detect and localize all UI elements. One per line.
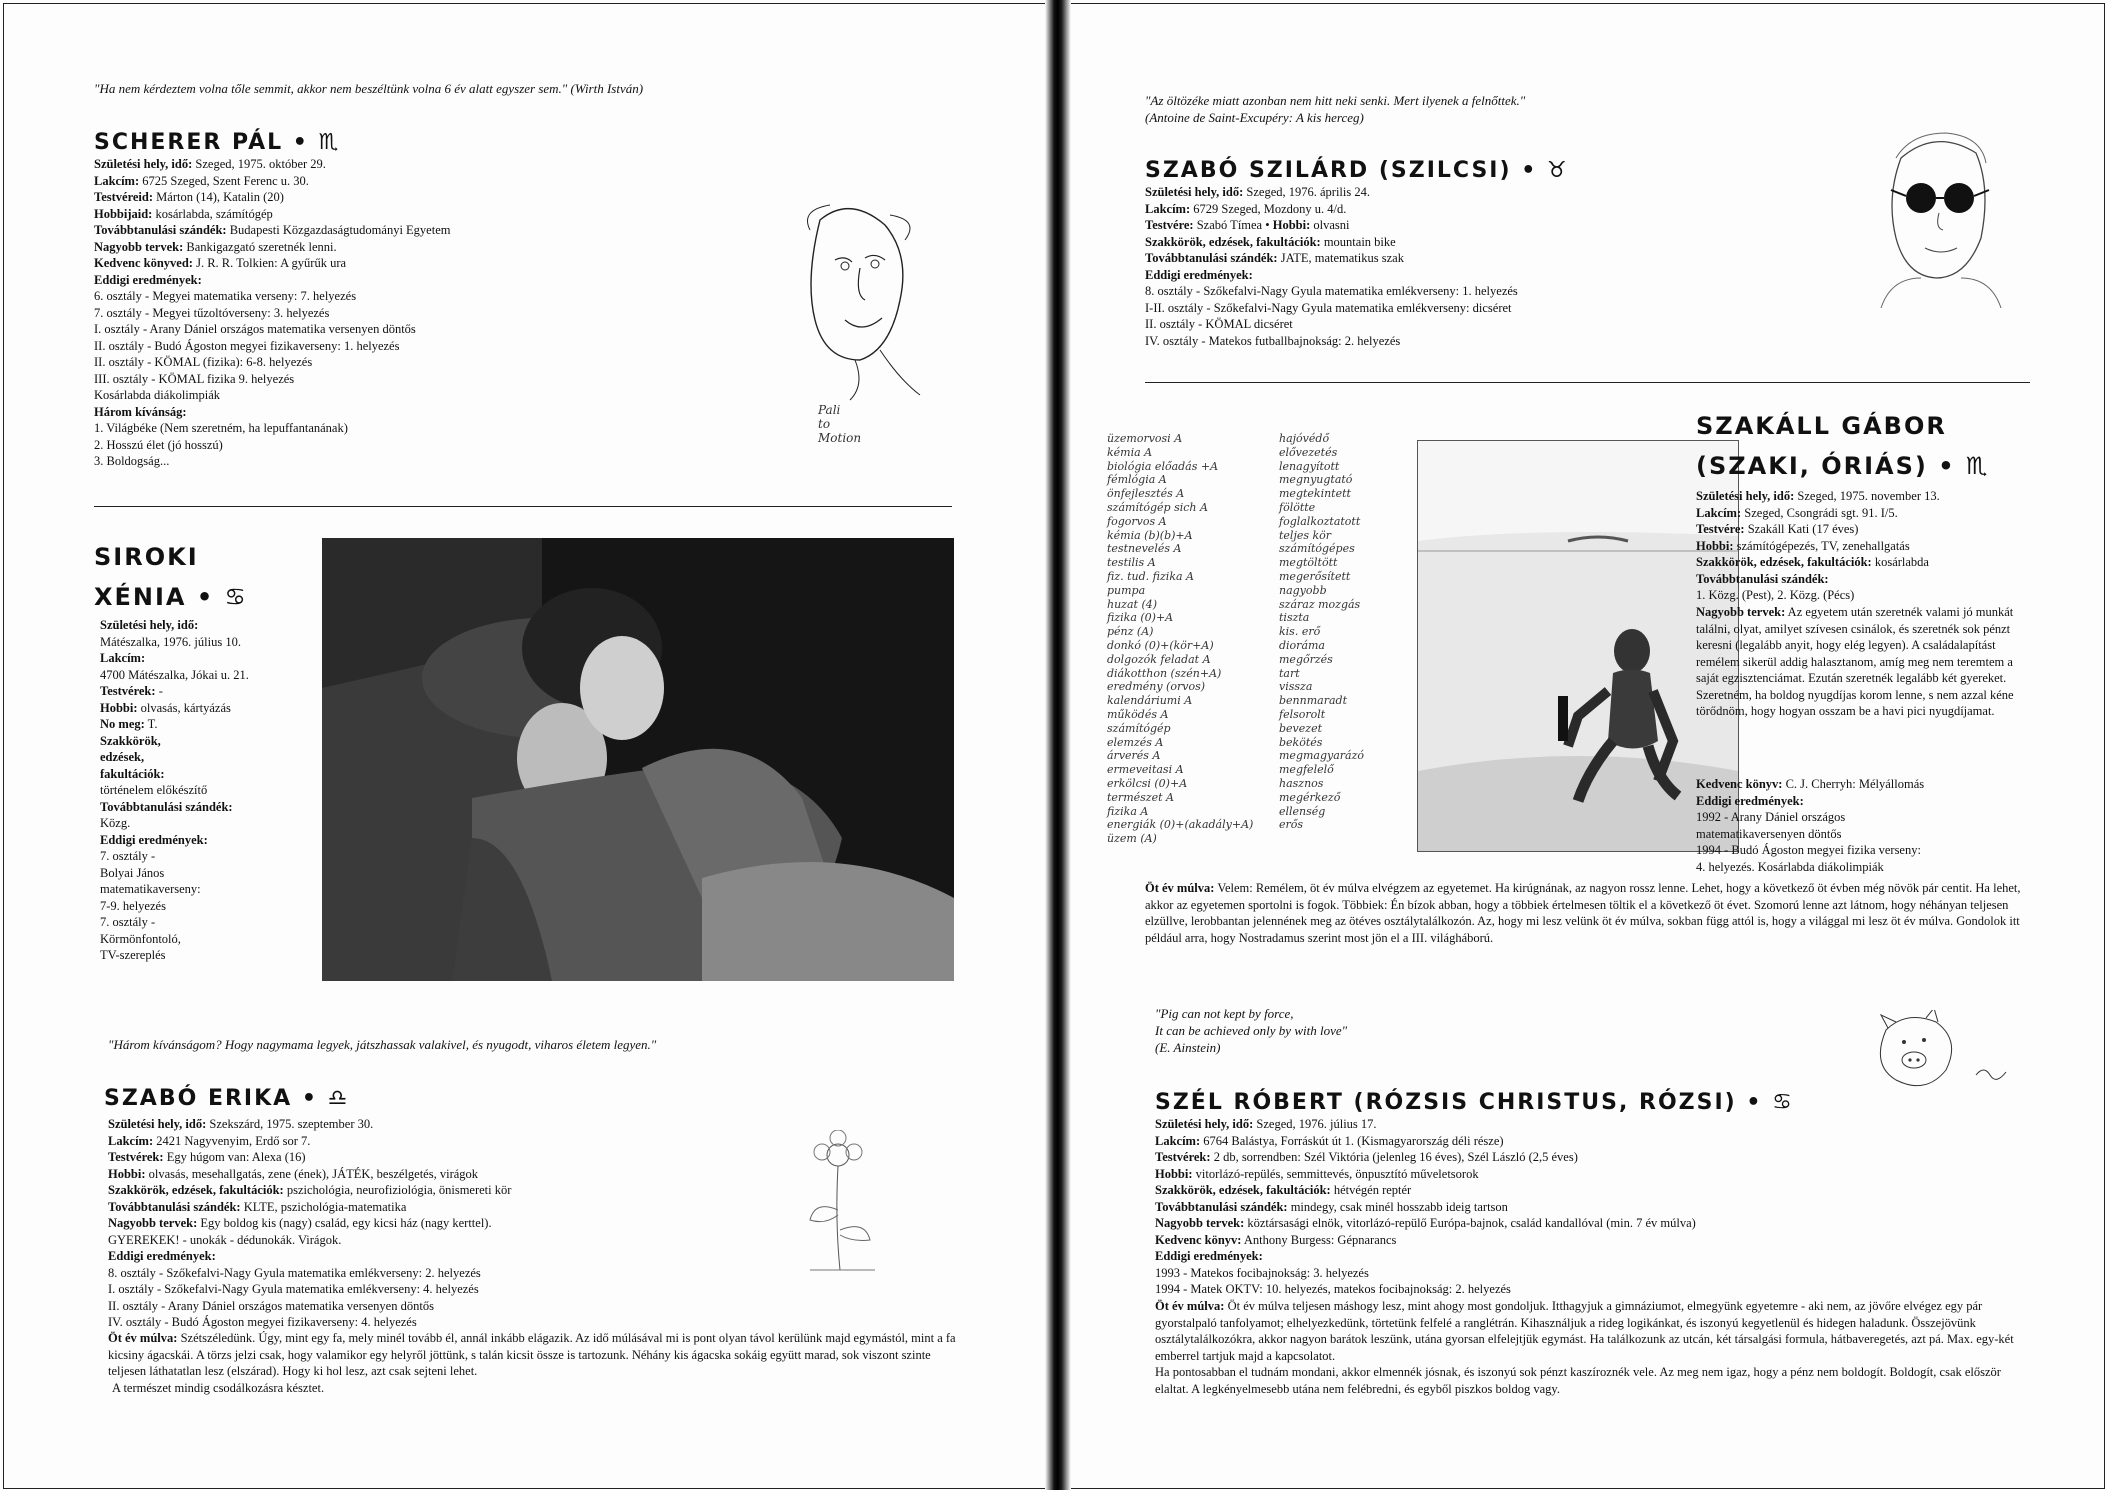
handwritten-line: fizika A (1107, 804, 1149, 818)
info-row (100, 749, 310, 766)
handwritten-line: megtekintett (1279, 487, 1351, 501)
info-value: 1992 - Arany Dániel országos (1696, 810, 1846, 824)
handwritten-line: dioráma (1279, 638, 1325, 652)
info-value: 4. helyezés. Kosárlabda diákolimpiák (1696, 859, 1884, 874)
info-key: Továbbtanulási szándék: (100, 799, 233, 814)
info-row (100, 683, 310, 700)
info-value: 1994 - Matek OKTV: 10. helyezés, matekos focibajnokság: 2. helyezés (1155, 1282, 1511, 1296)
info-value: Budapesti Közgazdaságtudományi Egyetem (226, 223, 451, 237)
info-key: Eddigi eredmények: (1696, 793, 1804, 808)
info-value: kosárlabda, számítógép (152, 206, 273, 221)
info-value: 6764 Balástya, Forráskút út 1. (Kismagyarország déli része) (1200, 1133, 1504, 1148)
left-page (0, 0, 1045, 1490)
handwritten-line: számítógép (1107, 721, 1171, 735)
szakall-info2 (1696, 776, 2031, 875)
info-row (108, 1133, 868, 1150)
info-row (94, 404, 774, 421)
handwritten-line: fizika (0)+A (1107, 611, 1174, 625)
info-row (94, 338, 774, 355)
info-row (100, 650, 310, 667)
info-key: Testvére: (1696, 522, 1745, 536)
handwritten-line: pumpa (1107, 583, 1146, 597)
info-row (100, 848, 310, 865)
szabo-erika-otev (108, 1330, 958, 1396)
info-value: olvasás, mesehallgatás, zene (ének), JÁTÉK, beszélgetés, virágok (145, 1166, 479, 1181)
info-key: Szakkörök, (100, 733, 161, 748)
info-row (94, 305, 774, 322)
info-value: 1. Közg. (Pest), 2. Közg. (Pécs) (1696, 588, 1855, 602)
info-key: Születési hely, idő: (108, 1117, 207, 1131)
handwritten-line: tiszta (1279, 611, 1310, 625)
flower-sketch (780, 1130, 890, 1280)
info-value: I. osztály - Arany Dániel országos matematika versenyen döntős (94, 322, 416, 336)
handwritten-line: hasznos (1279, 776, 1324, 790)
info-row (94, 173, 774, 190)
handwritten-line: működés A (1107, 707, 1169, 721)
otev-label: Öt év múlva: (108, 1331, 178, 1345)
info-key: Továbbtanulási szándék: (1696, 571, 1829, 586)
quote-kis-herceg: "Az öltözéke miatt azonban nem hitt neki senki. Mert ilyenek a felnőttek." (Antoine de Saint-Excupéry: A kis herceg) (1145, 93, 1526, 125)
handwritten-line: diákotthon (szén+A) (1107, 666, 1222, 680)
info-key: Három kívánság: (94, 404, 187, 419)
handwritten-line: kémia A (1107, 445, 1153, 459)
info-key: Hobbijaid: (94, 206, 153, 221)
info-value: Közg. (100, 816, 131, 830)
handwritten-line: természet A (1107, 790, 1174, 804)
info-value: Szakáll Kati (17 éves) (1744, 522, 1859, 536)
info-key: Kedvenc könyved: (94, 256, 193, 270)
info-row (94, 255, 774, 272)
info-value: mindegy, csak minél hosszabb ideig tartson (1287, 1199, 1508, 1214)
handwritten-line: bennmaradt (1279, 694, 1347, 708)
otev-label: Öt év múlva: (1145, 881, 1215, 895)
info-key: Születési hely, idő: (1155, 1117, 1254, 1131)
info-row (108, 1232, 868, 1249)
sketch-signature: Pali to Motion (818, 403, 862, 445)
info-value: 3. Boldogság... (94, 454, 170, 468)
szel-info (1155, 1116, 2015, 1298)
handwritten-line: száraz mozgás (1279, 597, 1361, 611)
info-value: matematikaversenyen döntős (1696, 826, 1842, 841)
info-key: Lakcím: (94, 173, 140, 188)
info-row (94, 222, 774, 239)
info-value: KLTE, pszichológia-matematika (240, 1199, 407, 1214)
info-row: II. osztály - KÖMAL dicséret (1145, 317, 1293, 331)
info-row (100, 931, 310, 948)
scherer-name: SCHERER PÁL • ♏ (94, 130, 341, 155)
book-gutter (1045, 0, 1071, 1490)
handwritten-line: megérkező (1279, 790, 1341, 804)
handwritten-line: elővezetés (1279, 445, 1338, 459)
info-value: II. osztály - Arany Dániel országos matematika versenyen döntős (108, 1298, 434, 1313)
info-row (94, 288, 774, 305)
tervek-text: Az egyetem után szeretnék valami jó munkát találni, olyat, amilyet szívesen csinálok, és szeretnék sok pénzt keresni (legalább anyit, hogy elég legyen). A családalapítást remélem sikerül addig halasztanom, amíg meg nem teremtem a saját egzisztenciámat. Ezután szeretnék legalább két gyereket. Szeretném, ha boldog nyugdíjas korom lenne, s nem azzal kéne törődnöm, hogy hogyan osszam be a havi pici nyugdíjamat. (1696, 605, 2014, 718)
info-value: 1994 - Budó Ágoston megyei fizika verseny: (1696, 843, 1921, 857)
info-key: Szakkörök, edzések, fakultációk: (108, 1183, 284, 1197)
info-value: Egy húgom van: Alexa (16) (163, 1150, 306, 1164)
szabo-szilard-name: SZABÓ SZILÁRD (SZILCSI) • ♉ (1145, 158, 1569, 183)
info-key: Testvérek: (108, 1150, 164, 1164)
info-row: Továbbtanulási szándék: JATE, matematikus szak (1145, 251, 1404, 265)
handwritten-line: dolgozók feladat A (1107, 652, 1211, 666)
info-row (108, 1149, 868, 1166)
info-row (94, 437, 774, 454)
quote-wirth: "Ha nem kérdeztem volna tőle semmit, akkor nem beszéltünk volna 6 év alatt egyszer sem." (Wirth István) (94, 81, 644, 96)
info-key: Hobbi: (1696, 538, 1734, 553)
info-row (1696, 571, 2031, 588)
handwritten-line: kis. erő (1279, 625, 1321, 639)
info-row (100, 634, 310, 651)
otev-last: A természet mindig csodálkozásra késztet. (112, 1380, 325, 1395)
info-row (108, 1116, 868, 1133)
szel-name: SZÉL RÓBERT (RÓZSIS CHRISTUS, RÓZSI) • ♋ (1155, 1090, 1794, 1115)
otev-text: Velem: Remélem, öt év múlva elvégzem az egyetemet. Ha kirúgnának, az nagyon rossz lenne. Lehet, hogy a következő öt évben még növök pár centit. Ha lehet, akkor az egyetemen sportolni is fogok. Többiek: Én bízok abban, hogy a többiek értelmesen töltik el a következő öt évet. Szomorú lenne azt látnom, hogy néhányan teljesen elzüllve, lerobbantan jelennének meg az ötéves osztálytalálkozón. Az, hogy mi lesz velünk öt év múlva, sokban függ attól is, hogy a világgal mi lesz öt év múlva. Gondolok itt például arra, hogy Nostradamus szerint most jön el a III. világháború. (1145, 881, 2021, 945)
info-key: Testvéreid: (94, 190, 154, 204)
info-value: Bolyai János (100, 865, 165, 880)
info-row (1696, 587, 2031, 604)
otev-text: Szétszéledünk. Úgy, mint egy fa, mely minél tovább él, annál inkább elágazik. Az idő múlásával mi is pont olyan távol kerülünk majd egymástól, mint a fa kicsiny ágacskái. A törzs jelzi csak, hogy valamikor egy helyről jöttünk, s talán kicsit össze is tartozunk. Néhány kis ágacska sokáig együtt marad, sok viszont szinte teljesen láthatatlan lesz (elszárad). Hogy ki hol lesz, azt csak sejteni lehet. (108, 1331, 956, 1378)
info-value: Kosárlabda diákolimpiák (94, 388, 221, 402)
info-row (108, 1248, 868, 1265)
info-row (94, 453, 774, 470)
info-row: I-II. osztály - Szőkefalvi-Nagy Gyula matematika emlékverseny: dicséret (1145, 300, 1512, 315)
handwritten-line: testilis A (1107, 556, 1156, 570)
info-key: Továbbtanulási szándék: (1155, 1199, 1288, 1214)
info-value: I. osztály - Szőkefalvi-Nagy Gyula matematika emlékverseny: 4. helyezés (108, 1282, 479, 1296)
info-value: Körmönfontoló, (100, 931, 181, 946)
info-value: 7. osztály - (100, 915, 156, 929)
info-row (1696, 826, 2031, 843)
handwritten-line: megmagyarázó (1279, 749, 1365, 763)
handwritten-line: bekötés (1279, 735, 1323, 749)
info-row (1155, 1215, 2015, 1232)
info-value: 2421 Nagyvenyim, Erdő sor 7. (153, 1133, 311, 1148)
handwritten-line: elemzés A (1107, 735, 1164, 749)
info-row (1155, 1133, 2015, 1150)
divider (94, 506, 952, 507)
info-key: Testvérek: (1155, 1150, 1211, 1164)
info-value: matematikaverseny: (100, 882, 201, 896)
handwritten-line: kémia (b)(b)+A (1107, 528, 1193, 542)
info-row (108, 1199, 868, 1216)
handwritten-line: nagyobb (1279, 583, 1327, 597)
info-key: edzések, (100, 750, 145, 764)
divider (1145, 382, 2030, 383)
info-key: Születési hely, idő: (94, 157, 193, 171)
info-value: vitorlázó-repülés, semmittevés, önpusztító műveletsorok (1192, 1166, 1479, 1181)
info-value: Szeged, 1975. november 13. (1794, 489, 1940, 503)
handwritten-line: kalendáriumi A (1107, 694, 1193, 708)
info-row (100, 815, 310, 832)
szakall-otev (1145, 880, 2035, 946)
handwritten-line: pénz (A) (1107, 625, 1154, 639)
info-row (108, 1215, 868, 1232)
info-row (1155, 1149, 2015, 1166)
info-row (100, 881, 310, 898)
info-row: Lakcím: 6729 Szeged, Mozdony u. 4/d. (1145, 201, 1347, 216)
info-value: Anthony Burgess: Gépnarancs (1241, 1232, 1397, 1247)
quote-wishes: "Három kívánságom? Hogy nagymama legyek, játszhassak valakivel, és nyugodt, viharos életem legyen." (108, 1037, 657, 1052)
info-key: Hobbi: (100, 700, 138, 715)
info-value: kosárlabda (1871, 555, 1929, 569)
info-row (100, 667, 310, 684)
handwritten-line: tart (1279, 666, 1300, 680)
info-value: Egy boldog kis (nagy) család, egy kicsi ház (nagy kerttel). (197, 1216, 492, 1230)
info-row: Szakkörök, edzések, fakultációk: mountain bike (1145, 234, 1396, 249)
info-row (1696, 859, 2031, 876)
info-row (100, 799, 310, 816)
info-row (94, 420, 774, 437)
info-key: Továbbtanulási szándék: (94, 223, 227, 237)
info-value: Márton (14), Katalin (20) (153, 190, 284, 204)
info-value: számítógépezés, TV, zenehallgatás (1733, 538, 1910, 553)
otev-text: Öt év múlva teljesen máshogy lesz, mint ahogy most gondoljuk. Itthagyjuk a gimnáziumot, elmegyünk egyetemre - aki nem, az jövőre elvégez egy pár gyorstalpaló tanfolyamot; elhelyezkedünk, törtetünk felfelé a ranglétrán. Kihasználjuk a rideg logikánkat, és iszonyú kegyetlenül és hidegen haladunk. Összejövünk osztálytalálkozókra, akkor nagyon barátok leszünk, utána gyorsan elfelejtjük egymást. Ha találkozunk az utcán, két társalgási formula, hátbaveregetés, azt pá. Max. egy-két emberrel tartjuk majd a kapcsolatot. (1155, 1299, 2014, 1363)
info-row (108, 1166, 868, 1183)
info-row (100, 898, 310, 915)
handwritten-line: biológia előadás +A (1107, 459, 1219, 473)
info-value: Szeged, 1975. október 29. (192, 157, 326, 171)
info-row (1696, 505, 2031, 522)
info-row: 8. osztály - Szőkefalvi-Nagy Gyula matematika emlékverseny: 1. helyezés (1145, 284, 1518, 298)
info-row (94, 371, 774, 388)
info-row: IV. osztály - Matekos futballbajnokság: 2. helyezés (1145, 333, 1401, 348)
info-row (1155, 1232, 2015, 1249)
siroki-name: SIROKI XÉNIA • ♋ (94, 543, 249, 611)
info-key: Hobbi: (1155, 1166, 1193, 1181)
info-row: Születési hely, idő: Szeged, 1976. április 24. (1145, 185, 1370, 199)
info-row (1155, 1166, 2015, 1183)
info-row (94, 189, 774, 206)
info-key: Eddigi eredmények: (1155, 1249, 1263, 1263)
handwritten-notes-col1 (1107, 432, 1253, 846)
info-value: J. R. R. Tolkien: A gyűrűk ura (192, 256, 347, 270)
handwritten-line: üzem (A) (1107, 832, 1157, 846)
info-key: Lakcím: (1155, 1133, 1201, 1148)
right-page (1071, 0, 2106, 1490)
info-row (94, 354, 774, 371)
info-key: Születési hely, idő: (100, 618, 199, 632)
info-row (100, 947, 310, 964)
info-key: Nagyobb tervek: (108, 1216, 198, 1230)
szabo-szilard-info (1145, 184, 1865, 349)
info-value: történelem előkészítő (100, 783, 208, 797)
handwritten-line: huzat (4) (1107, 597, 1158, 611)
info-row (1696, 488, 2031, 505)
info-key: Eddigi eredmények: (108, 1249, 216, 1263)
handwritten-line: teljes kör (1279, 528, 1332, 542)
info-row (100, 766, 310, 783)
info-row (108, 1182, 868, 1199)
info-row: Eddigi eredmények: (1145, 267, 1253, 282)
info-key: Testvérek: (100, 684, 156, 698)
scherer-info (94, 156, 774, 470)
handwritten-line: energiák (0)+(akadály+A) (1107, 818, 1254, 832)
info-key: Kedvenc könyv: (1155, 1232, 1242, 1247)
info-value: Bankigazgató szeretnék lenni. (183, 239, 337, 254)
handwritten-line: ermeveitasi A (1107, 763, 1184, 777)
info-value: Mátészalka, 1976. július 10. (100, 634, 241, 649)
handwritten-line: vissza (1279, 680, 1313, 694)
info-value: C. J. Cherryh: Mélyállomás (1782, 777, 1925, 791)
info-key: Továbbtanulási szándék: (108, 1199, 241, 1214)
info-key: Lakcím: (108, 1133, 154, 1148)
info-key: fakultációk: (100, 766, 165, 781)
info-row (108, 1281, 868, 1298)
handwritten-line: önfejlesztés A (1107, 487, 1185, 501)
siroki-info (100, 617, 310, 964)
info-row (1696, 793, 2031, 810)
info-key: Nagyobb tervek: (94, 239, 184, 254)
handwritten-line: felsorolt (1279, 707, 1326, 721)
otev-text-2: Ha pontosabban el tudnám mondani, akkor elmennék jósnak, és iszonyú sok pénzt kaszíroznék vele. Az meg nem igaz, hogy a pénz nem boldogít. Boldogít, csak először elaltat. A legkényelmesebb utána nem felébredni, és egyből piszkos boldog vagy. (1155, 1365, 2001, 1396)
tervek-label: Nagyobb tervek: (1696, 605, 1786, 619)
info-value: III. osztály - KÖMAL fizika 9. helyezés (94, 371, 295, 386)
info-row (94, 239, 774, 256)
handwritten-line: megőrzés (1279, 652, 1333, 666)
info-row (1696, 538, 2031, 555)
face-sketch-scherer (790, 200, 940, 420)
info-value: hétvégén reptér (1330, 1183, 1412, 1197)
info-value: 6. osztály - Megyei matematika verseny: 7. helyezés (94, 289, 357, 303)
info-value: 7. osztály - Megyei tűzoltóverseny: 3. helyezés (94, 305, 330, 320)
info-value: 4700 Mátészalka, Jókai u. 21. (100, 667, 249, 682)
photo-siroki (322, 538, 954, 981)
info-value: Szeged, 1976. július 17. (1253, 1117, 1377, 1131)
info-value: olvasás, kártyázás (137, 700, 231, 715)
info-row (100, 716, 310, 733)
handwritten-line: megerősített (1279, 569, 1351, 583)
handwritten-line: eredmény (orvos) (1107, 680, 1206, 694)
info-row (94, 272, 774, 289)
info-value: IV. osztály - Budó Ágoston megyei fizikaverseny: 4. helyezés (108, 1315, 417, 1329)
info-row (94, 156, 774, 173)
info-row: Testvére: Szabó Tímea • Hobbi: olvasni (1145, 218, 1350, 232)
szakall-name: SZAKÁLL GÁBOR (SZAKI, ÓRIÁS) • ♏ (1696, 412, 1990, 480)
info-row (1155, 1265, 2015, 1282)
info-row (94, 387, 774, 404)
otev-label: Öt év múlva: (1155, 1299, 1225, 1313)
szakall-info (1696, 488, 2031, 604)
info-row (94, 321, 774, 338)
info-row (108, 1298, 868, 1315)
info-value: 7. osztály - (100, 849, 156, 863)
info-row (108, 1265, 868, 1282)
handwritten-line: üzemorvosi A (1107, 432, 1183, 445)
handwritten-line: hajóvédő (1279, 432, 1330, 445)
info-value: - (155, 684, 163, 698)
info-value: 1. Világbéke (Nem szeretném, ha lepuffantanának) (94, 421, 348, 435)
info-row (1696, 842, 2031, 859)
info-row (1155, 1182, 2015, 1199)
szabo-erika-name: SZABÓ ERIKA • ♎ (104, 1086, 350, 1111)
handwritten-line: fölötte (1279, 500, 1316, 514)
info-value: 2. Hosszú élet (jó hosszú) (94, 437, 223, 452)
handwritten-line: testnevelés A (1107, 542, 1182, 556)
info-value: II. osztály - KÖMAL (fizika): 6-8. helyezés (94, 355, 313, 369)
info-key: Kedvenc könyv: (1696, 777, 1783, 791)
info-value: 7-9. helyezés (100, 898, 166, 913)
handwritten-line: fogorvos A (1107, 514, 1167, 528)
info-value: T. (144, 717, 158, 731)
info-key: No meg: (100, 717, 145, 731)
handwritten-line: fiz. tud. fizika A (1107, 569, 1194, 583)
info-row (1155, 1248, 2015, 1265)
info-row (100, 617, 310, 634)
info-key: Szakkörök, edzések, fakultációk: (1155, 1183, 1331, 1197)
info-row (1696, 776, 2031, 793)
szakall-tervek (1696, 604, 2031, 720)
handwritten-notes-col2 (1279, 432, 1364, 832)
info-value: Szeged, Csongrádi sgt. 91. I/5. (1741, 505, 1898, 520)
info-key: Lakcím: (1696, 505, 1742, 520)
info-row (1696, 554, 2031, 571)
info-row (1155, 1281, 2015, 1298)
info-row (1696, 521, 2031, 538)
info-value: II. osztály - Budó Ágoston megyei fizikaverseny: 1. helyezés (94, 338, 400, 353)
info-value: Szekszárd, 1975. szeptember 30. (206, 1117, 374, 1131)
info-key: Nagyobb tervek: (1155, 1216, 1245, 1230)
info-value: pszichológia, neurofiziológia, önismereti kör (283, 1183, 512, 1197)
handwritten-line: donkó (0)+(kör+A) (1107, 638, 1214, 652)
info-row (100, 733, 310, 750)
info-value: köztársasági elnök, vitorlázó-repülő Európa-bajnok, család kandallóval (min. 7 év múlva) (1244, 1216, 1696, 1230)
handwritten-line: árverés A (1107, 749, 1161, 763)
handwritten-line: lenagyított (1279, 459, 1340, 473)
info-value: GYEREKEK! - unokák - dédunokák. Virágok. (108, 1232, 342, 1247)
info-key: Eddigi eredmények: (100, 832, 208, 847)
info-key: Szakkörök, edzések, fakultációk: (1696, 555, 1872, 569)
handwritten-line: bevezet (1279, 721, 1323, 735)
handwritten-line: megfelelő (1279, 763, 1334, 777)
info-row (1155, 1199, 2015, 1216)
info-row (94, 206, 774, 223)
info-key: Lakcím: (100, 651, 146, 665)
info-value: 2 db, sorrendben: Szél Viktória (jelenleg 16 éves), Szél László (2,5 éves) (1210, 1150, 1578, 1164)
info-row (100, 865, 310, 882)
handwritten-line: számítógépes (1279, 542, 1355, 556)
quote-pig: "Pig can not kept by force, It can be achieved only by with love" (E. Ainstein) (1155, 1006, 1348, 1055)
handwritten-line: erkölcsi (0)+A (1107, 776, 1188, 790)
szabo-erika-info (108, 1116, 868, 1331)
szel-otev (1155, 1298, 2035, 1397)
info-value: TV-szereplés (100, 948, 166, 962)
info-key: Hobbi: (108, 1166, 146, 1181)
info-row (108, 1314, 868, 1331)
handwritten-line: ellenség (1279, 804, 1326, 818)
pig-sketch (1866, 1010, 2016, 1120)
info-value: 6725 Szeged, Szent Ferenc u. 30. (139, 173, 309, 188)
info-key: Születési hely, idő: (1696, 489, 1795, 503)
info-value: 8. osztály - Szőkefalvi-Nagy Gyula matematika emlékverseny: 2. helyezés (108, 1265, 481, 1280)
info-row (100, 700, 310, 717)
info-row (100, 914, 310, 931)
handwritten-line: számítógép sich A (1107, 500, 1208, 514)
info-key: Eddigi eredmények: (94, 272, 202, 287)
handwritten-line: fémlógia A (1107, 473, 1167, 487)
info-value: 1993 - Matekos focibajnokság: 3. helyezés (1155, 1265, 1369, 1280)
handwritten-line: foglalkoztatott (1279, 514, 1361, 528)
info-row (1155, 1116, 2015, 1133)
face-sketch-sunglasses (1851, 118, 2021, 308)
handwritten-line: megtöltött (1279, 556, 1338, 570)
info-row (100, 782, 310, 799)
info-row (1696, 809, 2031, 826)
info-row (100, 832, 310, 849)
handwritten-line: erős (1279, 818, 1304, 832)
handwritten-line: megnyugtató (1279, 473, 1353, 487)
